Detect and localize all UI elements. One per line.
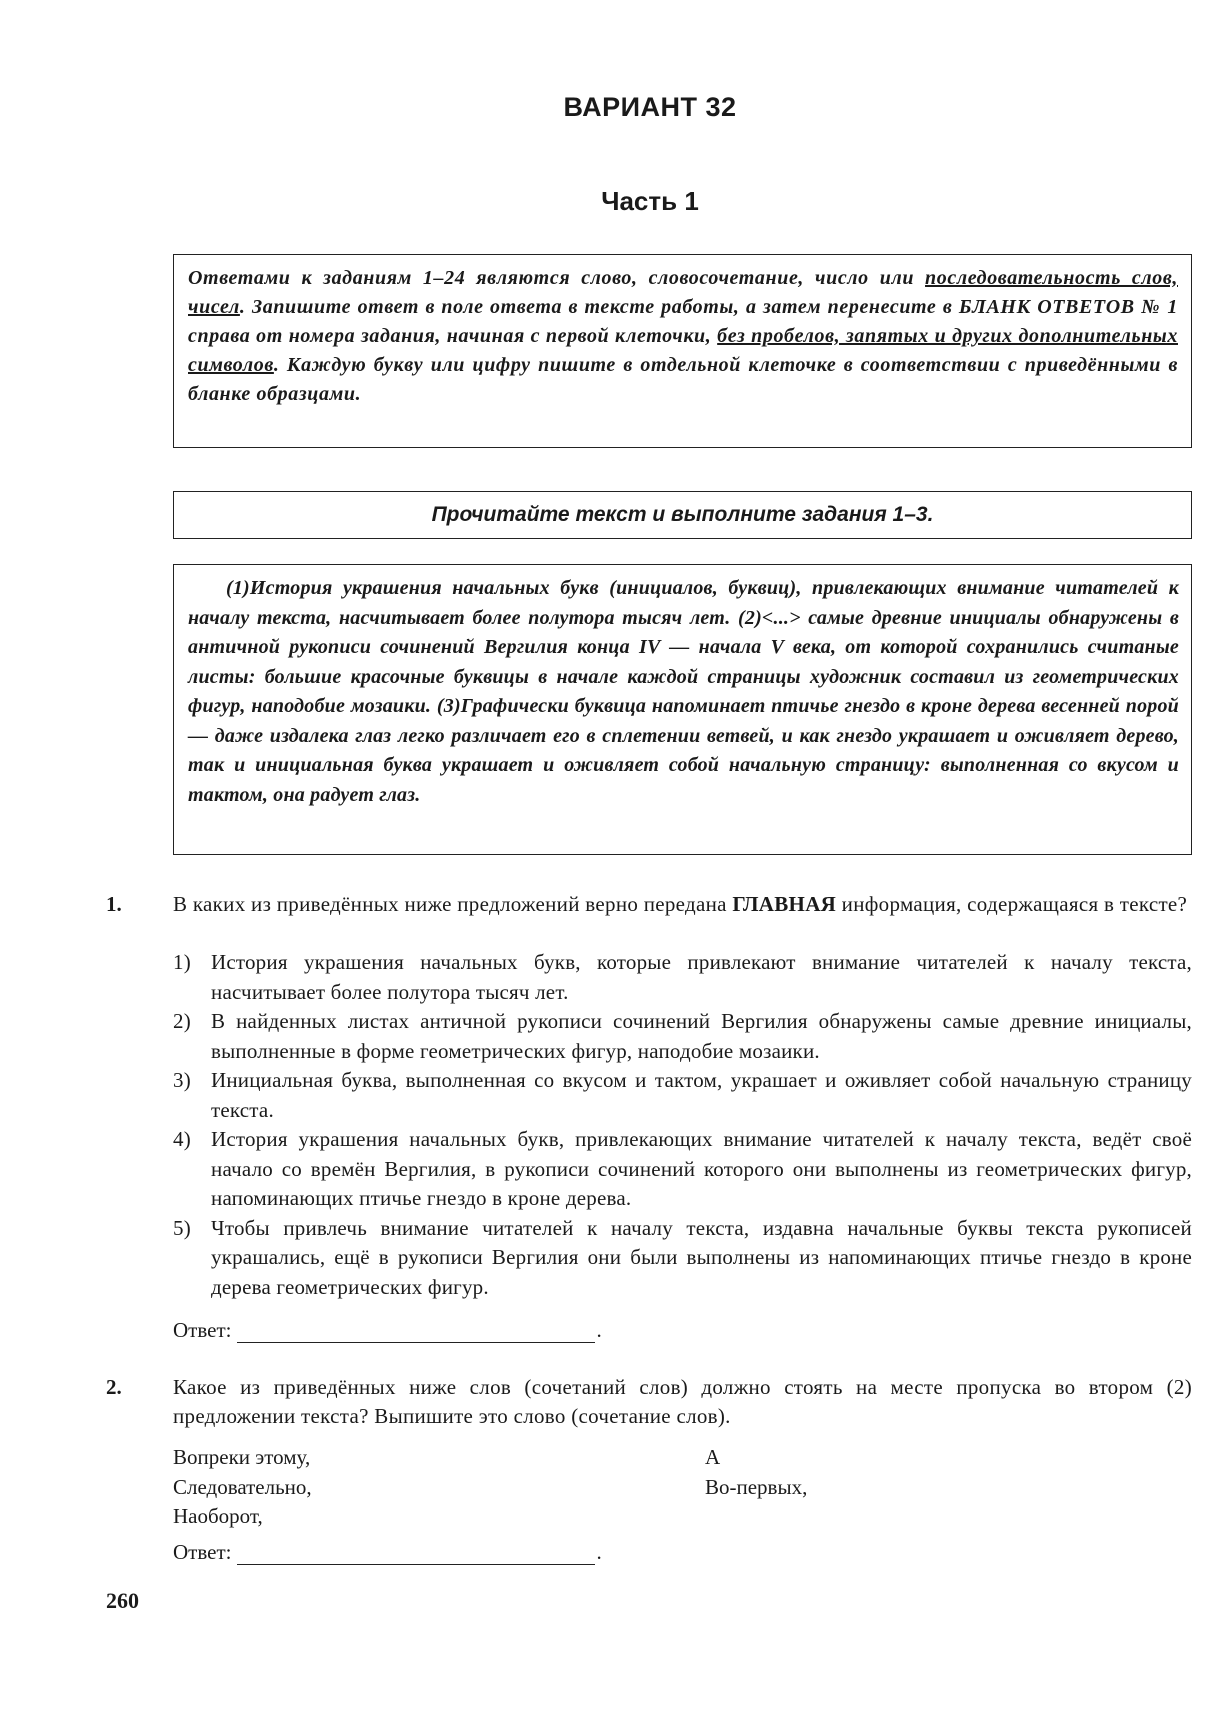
q2-words-left [173,1443,312,1532]
q2-answer-period: . [596,1540,602,1564]
q1-option-5-text: Чтобы привлечь внимание читателей к началу текста, издавна начальные буквы текста рукописей украшались, ещё в рукописи Вергилия они были выполнены из напоминающих птичье гнездо в кроне дерева геометрических фигур. [211,1215,1192,1299]
q1-text-after: информация, содержащаяся в тексте? [836,892,1188,916]
q2-word: А [705,1445,721,1469]
q1-option-5-number: 5) [173,1215,191,1240]
reading-text: (1)История украшения начальных букв (инициалов, буквиц), привлекающих внимание читателей к началу текста, насчитывает более полутора тысяч лет. (2)<...> самые древние инициалы обнаружены в античной рукописи сочинений Вергилия конца IV — начала V века, от которой сохранились считаные листы: большие красочные буквицы в начале каждой страницы художник составил из геометрических фигур, наподобие мозаики. (3)Графически буквица напоминает птичье гнездо в кроне дерева весенней порой — даже издалека глаз легко различает его в сплетении ветвей, и как гнездо украшает и оживляет дерево, так и инициальная буква украшает и оживляет собой начальную страницу: выполненная со вкусом и тактом, она радует глаз. [188,577,1179,806]
q1-option-1 [173,948,1192,1007]
instructions-part-3: . Каждую букву или цифру пишите в отдельной клеточке в соответствии с приведёнными в бланке образцами. [188,354,1178,405]
q1-answer-period: . [596,1318,602,1342]
q1-option-2 [173,1007,1192,1066]
q1-option-1-text: История украшения начальных букв, которые привлекают внимание читателей к началу текста, насчитывает более полутора тысяч лет. [211,950,1192,1004]
q2-answer-field[interactable] [237,1542,595,1565]
instructions-underline-1: последовательность слов, чисел [188,267,1178,318]
q1-options [173,948,1192,1302]
q1-option-3-text: Инициальная буква, выполненная со вкусом и тактом, украшает и оживляет собой начальную страницу текста. [211,1068,1192,1122]
q2-word: Наоборот, [173,1504,263,1528]
q1-answer-field[interactable] [237,1320,595,1343]
q1-option-4-text: История украшения начальных букв, привлекающих внимание читателей к началу текста, ведёт своё начало со времён Вергилия, в рукописи сочинений которого они выполнены из геометрических фигур, напоминающих птичье гнездо в кроне дерева. [211,1127,1192,1210]
q2-words-right [705,1443,807,1502]
q1-answer [173,1318,602,1343]
instructions-underline-2: без пробелов, запятых и других дополнительных символов [188,325,1178,376]
q1-option-4-number: 4) [173,1127,191,1151]
read-prompt: Прочитайте текст и выполните задания 1–3. [431,503,934,526]
part-title: Часть 1 [601,186,699,216]
variant-title: ВАРИАНТ 32 [563,92,737,122]
q1-text-bold: ГЛАВНАЯ [732,892,837,916]
reading-text-box [173,564,1192,855]
instructions-box [173,254,1192,448]
q2-number: 2. [106,1375,122,1399]
q2-answer [173,1540,602,1565]
q2-word: Следовательно, [173,1474,312,1499]
q1-option-2-number: 2) [173,1009,191,1033]
page-number: 260 [106,1588,139,1613]
q1-option-3 [173,1066,1192,1125]
q2-word: Во-первых, [705,1474,808,1499]
q2-word: Вопреки этому, [173,1445,311,1469]
q1-number: 1. [106,892,122,916]
q1-option-4 [173,1125,1192,1214]
instructions-text [188,264,1178,409]
q1-option-2-text: В найденных листах античной рукописи сочинений Вергилия обнаружены самые древние инициалы, выполненные в форме геометрических фигур, наподобие мозаики. [211,1009,1192,1063]
q2-answer-label: Ответ: [173,1540,232,1564]
q1-option-5 [173,1214,1192,1303]
q1-option-1-number: 1) [173,950,191,974]
q1-text [173,890,1192,919]
q2-text: Какое из приведённых ниже слов (сочетаний слов) должно стоять на месте пропуска во втором (2) предложении текста? Выпишите это слово (сочетание слов). [173,1375,1192,1428]
q1-option-3-number: 3) [173,1068,191,1092]
q1-answer-label: Ответ: [173,1318,232,1342]
read-prompt-box [173,491,1192,539]
q1-text-before: В каких из приведённых ниже предложений верно передана [173,892,733,916]
instructions-part-2: . Запишите ответ в поле ответа в тексте работы, а затем перенесите в БЛАНК ОТВЕТОВ № 1 справа от номера задания, начиная с первой клеточки, [188,296,1178,347]
instructions-part-1: Ответами к заданиям 1–24 являются слово, словосочетание, число или [188,267,926,289]
